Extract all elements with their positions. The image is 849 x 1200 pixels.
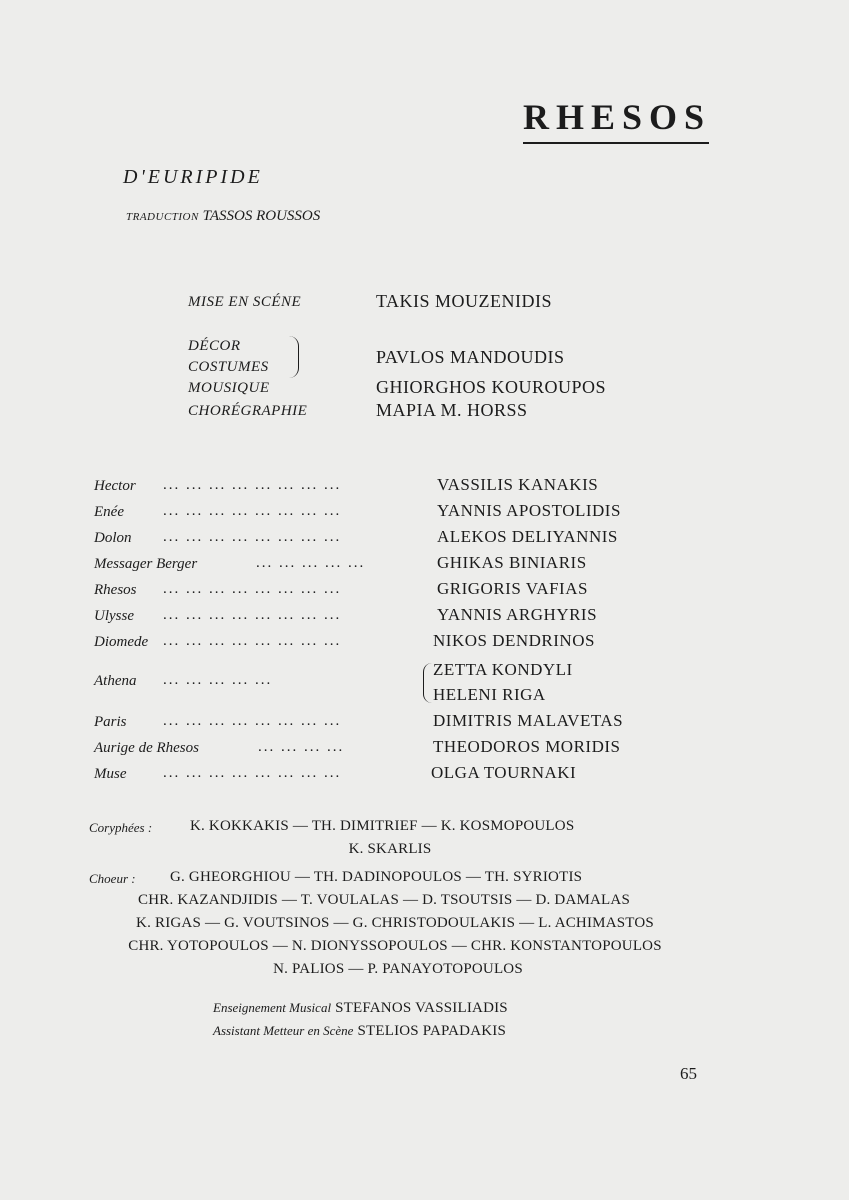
choeur-line: K. RIGAS — G. VOUTSINOS — G. CHRISTODOULAKIS — L. ACHIMASTOS [136,915,654,931]
enseignement-label: Enseignement Musical [213,1000,332,1015]
decor-costumes-brace [289,336,299,378]
assistant-credit [213,1022,506,1040]
decor-label: DÉCOR [188,338,241,354]
cast-actor: DIMITRIS MALAVETAS [433,711,624,730]
cast-actor: HELENI RIGA [433,685,546,704]
assistant-label: Assistant Metteur en Scène [213,1023,354,1038]
cast-actor: VASSILIS KANAKIS [437,475,599,494]
cast-role: Rhesos [94,582,137,598]
costumes-label: COSTUMES [188,359,269,375]
choeur-line: G. GHEORGHIOU — TH. DADINOPOULOS — TH. SYRIOTIS [170,869,583,885]
page-number: 65 [680,1064,697,1083]
leader-dots: ... ... ... ... ... ... ... ... [163,581,342,597]
choeur-line: CHR. YOTOPOULOS — N. DIONYSSOPOULOS — CHR. KONSTANTOPOULOS [128,938,662,954]
assistant-name: STELIOS PAPADAKIS [357,1023,507,1039]
leader-dots: ... ... ... ... ... ... ... ... [163,477,342,493]
cast-actor: THEODOROS MORIDIS [433,737,621,756]
author: D'EURIPIDE [123,166,263,188]
leader-dots: ... ... ... ... ... ... ... ... [163,765,342,781]
musique-name: GHIORGHOS KOUROUPOS [376,377,607,397]
cast-actor: ALEKOS DELIYANNIS [437,527,618,546]
cast-role: Athena [94,673,137,689]
cast-role: Enée [94,504,124,520]
coryphees-label: Coryphées : [89,820,153,835]
cast-role: Messager Berger [94,556,198,572]
choeur-line: CHR. KAZANDJIDIS — T. VOULALAS — D. TSOUTSIS — D. DAMALAS [138,892,630,908]
choeur-label: Choeur : [89,871,136,886]
enseignement-name: STEFANOS VASSILIADIS [335,1000,508,1016]
translator-name: TASSOS ROUSSOS [202,208,321,224]
cast-role: Aurige de Rhesos [94,740,199,756]
enseignement-credit [213,999,508,1017]
cast-role: Diomede [94,634,149,650]
leader-dots: ... ... ... ... ... ... ... ... [163,503,342,519]
leader-dots: ... ... ... ... ... ... ... ... [163,633,342,649]
choeur-line: N. PALIOS — P. PANAYOTOPOULOS [273,961,523,977]
leader-dots: ... ... ... ... ... ... ... ... [163,607,342,623]
page-title: RHESOS [523,97,712,137]
mise-en-scene-name: TAKIS MOUZENIDIS [376,291,553,311]
coryphees-line: K. KOKKAKIS — TH. DIMITRIEF — K. KOSMOPOULOS [190,818,575,834]
leader-dots: ... ... ... ... ... [256,555,366,571]
athena-brace [423,663,432,703]
leader-dots: ... ... ... ... ... ... ... ... [163,713,342,729]
cast-actor: YANNIS ARGHYRIS [437,605,598,624]
cast-actor: YANNIS APOSTOLIDIS [437,501,621,520]
cast-role: Muse [94,766,127,782]
title-underline [523,142,709,144]
coryphees-line: K. SKARLIS [348,841,432,857]
translation-credit [126,208,320,225]
cast-actor: NIKOS DENDRINOS [433,631,595,650]
choregraphie-name: MAPIA M. HORSS [376,400,528,420]
cast-role: Hector [94,478,136,494]
cast-role: Dolon [94,530,132,546]
cast-role: Paris [94,714,127,730]
cast-role: Ulysse [94,608,134,624]
musique-label: MOUSIQUE [188,380,270,396]
choregraphie-label: CHORÉGRAPHIE [188,403,308,419]
leader-dots: ... ... ... ... ... ... ... ... [163,529,342,545]
translation-label: TRADUCTION [126,211,199,223]
cast-actor: GRIGORIS VAFIAS [437,579,588,598]
decor-costumes-name: PAVLOS MANDOUDIS [376,347,565,367]
leader-dots: ... ... ... ... ... [163,672,273,688]
leader-dots: ... ... ... ... [258,739,345,755]
cast-actor: OLGA TOURNAKI [431,763,577,782]
cast-actor: GHIKAS BINIARIS [437,553,587,572]
cast-actor: ZETTA KONDYLI [433,660,573,679]
mise-en-scene-label: MISE EN SCÉNE [188,294,302,310]
